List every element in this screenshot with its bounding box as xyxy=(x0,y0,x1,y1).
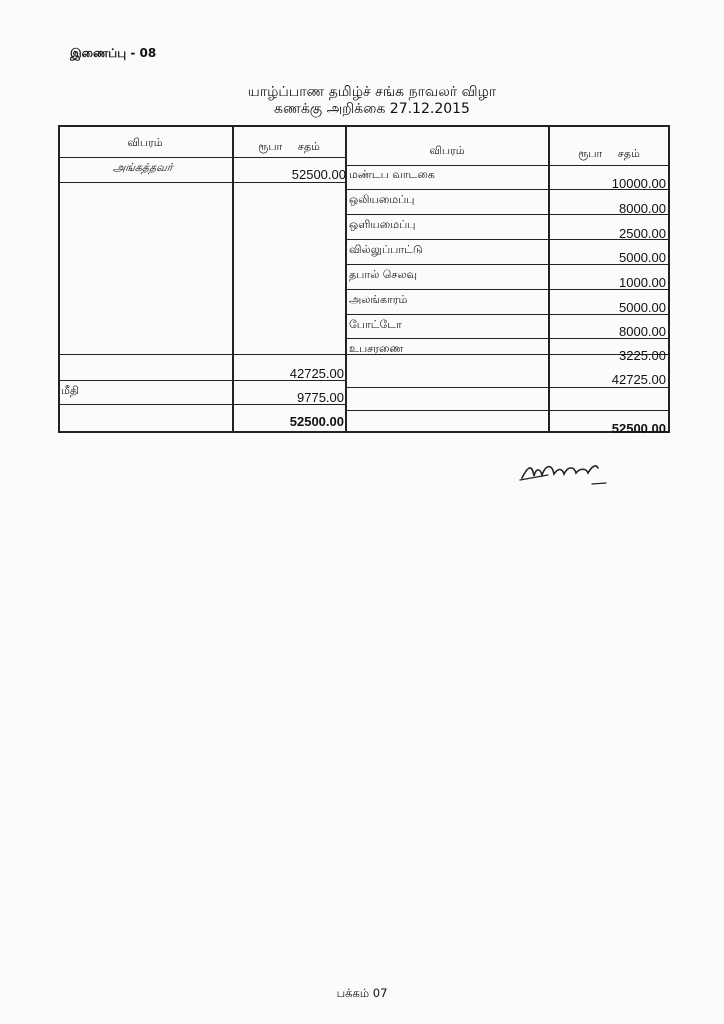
expense-amount-decoration: 5000.00 xyxy=(619,300,666,315)
ledger-right-header-rule xyxy=(346,165,669,166)
expense-amount-hall-rent: 10000.00 xyxy=(611,176,666,191)
page-number: பக்கம் 07 xyxy=(336,986,388,1000)
accounts-ledger xyxy=(58,125,670,436)
expense-label-lighting: ஒளியமைப்பு xyxy=(349,218,416,231)
annex-number: இணைப்பு - 08 xyxy=(70,46,157,60)
ledger-col-divider-1 xyxy=(232,125,234,433)
signature-mark xyxy=(518,458,613,488)
handwritten-income-entry: அங்கத்தவர் xyxy=(112,161,174,174)
income-desc-header: விபரம் xyxy=(127,136,163,149)
expense-amount-lighting: 2500.00 xyxy=(619,226,666,241)
expense-amount-sound: 8000.00 xyxy=(619,201,666,216)
ledger-border-top xyxy=(58,125,670,127)
expense-label-hospitality: உபசரணை xyxy=(349,342,404,355)
expense-amount-hospitality: 3225.00 xyxy=(619,348,666,363)
report-subtitle: கணக்கு அறிக்கை 27.12.2015 xyxy=(274,101,470,117)
expense-label-hall-rent: மண்டப வாடகை xyxy=(349,168,435,181)
ledger-left-entry-rule xyxy=(58,182,346,183)
ledger-right-balance-rule xyxy=(346,387,669,388)
expense-amount-villupattu: 5000.00 xyxy=(619,250,666,265)
expense-label-photo: போட்டோ xyxy=(349,318,402,331)
ledger-border-bottom xyxy=(58,431,670,433)
balance-amount: 9775.00 xyxy=(297,390,344,405)
expense-amount-photo: 8000.00 xyxy=(619,324,666,339)
ledger-border-left xyxy=(58,125,60,433)
expense-desc-header: விபரம் xyxy=(429,144,465,157)
income-amount-header: ரூபா சதம் xyxy=(258,140,320,153)
expense-label-sound: ஒலியமைப்பு xyxy=(349,193,415,206)
expense-label-villupattu: வில்லுப்பாட்டு xyxy=(349,243,423,256)
expense-total: 42725.00 xyxy=(611,372,666,387)
ledger-left-header-rule xyxy=(58,157,346,158)
expense-amount-postage: 1000.00 xyxy=(619,275,666,290)
income-grand-total: 52500.00 xyxy=(289,414,344,429)
income-side-expense-total: 42725.00 xyxy=(289,366,344,381)
expense-label-decoration: அலங்காரம் xyxy=(349,293,408,306)
income-amount: 52500.00 xyxy=(291,167,346,182)
expense-amount-header: ரூபா சதம் xyxy=(578,147,640,160)
expense-grand-total: 52500.00 xyxy=(611,421,666,436)
ledger-right-grand-rule xyxy=(346,410,669,411)
expense-label-postage: தபால் செலவு xyxy=(349,268,418,281)
report-title: யாழ்ப்பாண தமிழ்ச் சங்க நாவலர் விழா xyxy=(247,84,497,100)
balance-label: மீதி xyxy=(61,384,79,397)
